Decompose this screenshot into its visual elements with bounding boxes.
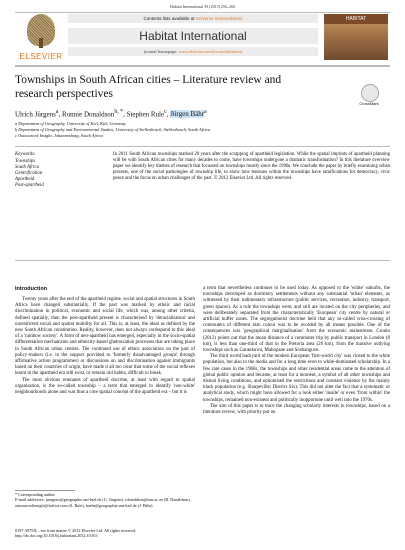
footnote-divider <box>15 490 75 491</box>
trunk-icon <box>39 38 43 48</box>
author-affil-marker: a <box>204 109 207 115</box>
cover-title: HABITAT <box>324 14 388 24</box>
journal-homepage <box>68 47 318 56</box>
author-name[interactable]: Stephen Rule <box>126 110 165 119</box>
keyword: Apartheid <box>15 177 35 182</box>
sciencedirect-link[interactable]: SciVerse ScienceDirect <box>195 16 243 21</box>
article-title: Townships in South African cities – Literature review and research perspectives <box>15 74 282 100</box>
footnote: * Corresponding author. <box>15 492 56 497</box>
divider <box>15 260 390 261</box>
body-column-right <box>203 286 390 416</box>
keywords-block <box>15 152 105 189</box>
section-heading: Introduction <box>15 286 48 292</box>
author-name[interactable]: Ronnie Donaldson <box>62 110 115 119</box>
author-affil-marker: a <box>55 109 59 115</box>
body-paragraph: Twenty years after the end of the apartheid regime, social and spatial structures in South Africa have changed substantially. If the past was marked by ethnic and racial discrimination in political, economic and social life, which was, among other criteria, defined spatially, then the post-apartheid present is characterised by 'deracialisation' and unrestricted social and spatial mobility for all. This is, at least, the ideal as defined by the new South African constitution. Reality, however, does not always correspond to this ideal of a 'rainbow society'. A form of neo-apartheid has emerged, especially in the socio-spatial differentiation mechanisms and ethnicity-based ghettoisation processes that are taking place in South African urban centres. The continued use of ethnic association on the part of policy-makers (i.e. in the support provided to 'formerly disadvantaged groups' through affirmative action programmes) or discussions on and discrimination against immigrants based on their countries of origin, have made it all too clear that some of the social reflexes learnt in the apartheid era still exist, or remain old habits, difficult to break. <box>15 297 195 377</box>
contents-line <box>68 14 318 23</box>
keywords-heading: Keywords: <box>15 152 36 157</box>
keyword: Townships <box>15 159 36 164</box>
homepage-prefix: journal homepage: <box>143 49 179 54</box>
author-affil-marker: b, * <box>114 109 124 115</box>
body-paragraph: The third world backyard of the modern European 'first-world city' was closed to the white population, but also to the media and for a long time even to white-dominated scholarship. In a few rare cases in the 1960s, the townships and other residential areas came to the attention of global public opinion and became, at least for a moment, a symbol of all other townships and dismal living conditions, and epitomised the restrictions and constant violence by the mainly black population (e.g. Sharpeville; District Six). This did not alter the fact that a systematic or analytical study, which might have allowed for a look either 'inside' or even 'from within' the townships, remained non-existent and politically inopportune until well into the 1970s. <box>203 354 390 403</box>
doi-block <box>15 528 195 539</box>
affiliation: c Outsourced Insight, Johannesburg, South Africa <box>15 133 103 138</box>
journal-citation: Habitat International 39 (2013) 256–260 <box>170 4 235 9</box>
keyword: South Africa <box>15 165 40 170</box>
affiliation: b Department of Geography and Environmental Studies, University of Stellenbosch, Stellenbosch, South Africa <box>15 127 210 132</box>
body-paragraph: The most obvious remnants of apartheid doctrine, at least with regard to spatial organisation, is the so-called township – a term that emerged to identify 'non-white' neighbourhoods alone and was thus a core spatial concept of the apartheid era – but it is <box>15 377 195 396</box>
keyword: Post-apartheid <box>15 183 44 188</box>
elsevier-logo[interactable] <box>17 14 65 60</box>
crossmark-badge[interactable] <box>352 84 386 110</box>
divider <box>15 146 390 147</box>
journal-title: Habitat International <box>68 28 318 44</box>
copyright-line: 0197-3975/$ – see front matter © 2012 Elsevier Ltd. All rights reserved. <box>15 528 137 533</box>
affiliation: a Department of Geography, University of Kiel, Kiel, Germany <box>15 121 126 126</box>
doi-link[interactable]: http://dx.doi.org/10.1016/j.habitatint.2012.10.011 <box>15 533 98 539</box>
author-name[interactable]: Ulrich Jürgens <box>15 110 56 119</box>
crossmark-label: CrossMark <box>359 101 379 106</box>
homepage-link[interactable]: www.elsevier.com/locate/habitatint <box>178 49 243 54</box>
body-paragraph: a term that nevertheless continues to be used today. As opposed to the 'white' suburbs, the townships developed as dormitory settlements without any substantial 'urban' elements, as witnessed by their rudimentary infrastructure (public services, recreation, industry, transport, green spaces). As a rule the townships were, and still are located on the city peripheries, and were deliberately separated from the characteristically 'European' city centre by natural or artificial buffer zones. The segregationist doctrine held that any so-called criss-crossing of commuters of different skin colour was to be avoided by all means possible. One of the consequences was 'geographical marginalisation' from the economic mainstream. Cronin (2012) points out that the mean distance of a commuter trip by public transport in London (8 km), is less than one-third of that in the Pretoria area (26 km), from the massive outlying townships such as Garankuwa, Mabopane and Soshanguve. <box>203 286 390 354</box>
footnotes <box>15 492 195 508</box>
footnote: E-mail addresses: juergens@geographie.uni-kiel.de (U. Jürgens), rdonaldson@sun.ac.za (R. Donaldson), outsourcedinsight@iafrica.com (S. Rule), baehr@geographie.uni-kiel.de (J. Bähr). <box>15 497 191 508</box>
body-column-left <box>15 297 195 396</box>
crossmark-icon <box>361 84 379 102</box>
keyword: Gentrification <box>15 171 43 176</box>
affiliations <box>15 121 395 139</box>
publisher-name: ELSEVIER <box>19 52 63 61</box>
author-name-highlighted[interactable]: Jürgen Bähr <box>170 110 205 119</box>
author-list: Ulrich Jürgens$^a$, Ronnie Donaldson$^{b, *}$, Stephen Rule$^c$, Jürgen Bähr$^a$ <box>15 109 207 119</box>
author-affil-marker: c <box>164 109 167 115</box>
abstract-text: In 2011 South African townships marked 20 years after the scrapping of apartheid legislation. While the spatial imprints of apartheid planning will be with South African cities for many decades to come, have townships undergone a dramatic transformation? In this literature overview paper we identify key themes of research that focussed on townships mostly since the 1990s. We conclude the paper by briefly examining urban protests, one of the social pathologies of township life, to show how tensions within the townships have ramifications for democracy, civic peace and the focus on urban challenges of the past. © 2012 Elsevier Ltd. All rights reserved. <box>113 152 390 181</box>
body-paragraph: The aim of this paper is to trace the changing scholarly interests in townships, based on a literature review, with priority put on <box>203 403 390 416</box>
journal-cover-image[interactable] <box>324 14 388 60</box>
contents-prefix: Contents lists available at <box>143 16 196 21</box>
